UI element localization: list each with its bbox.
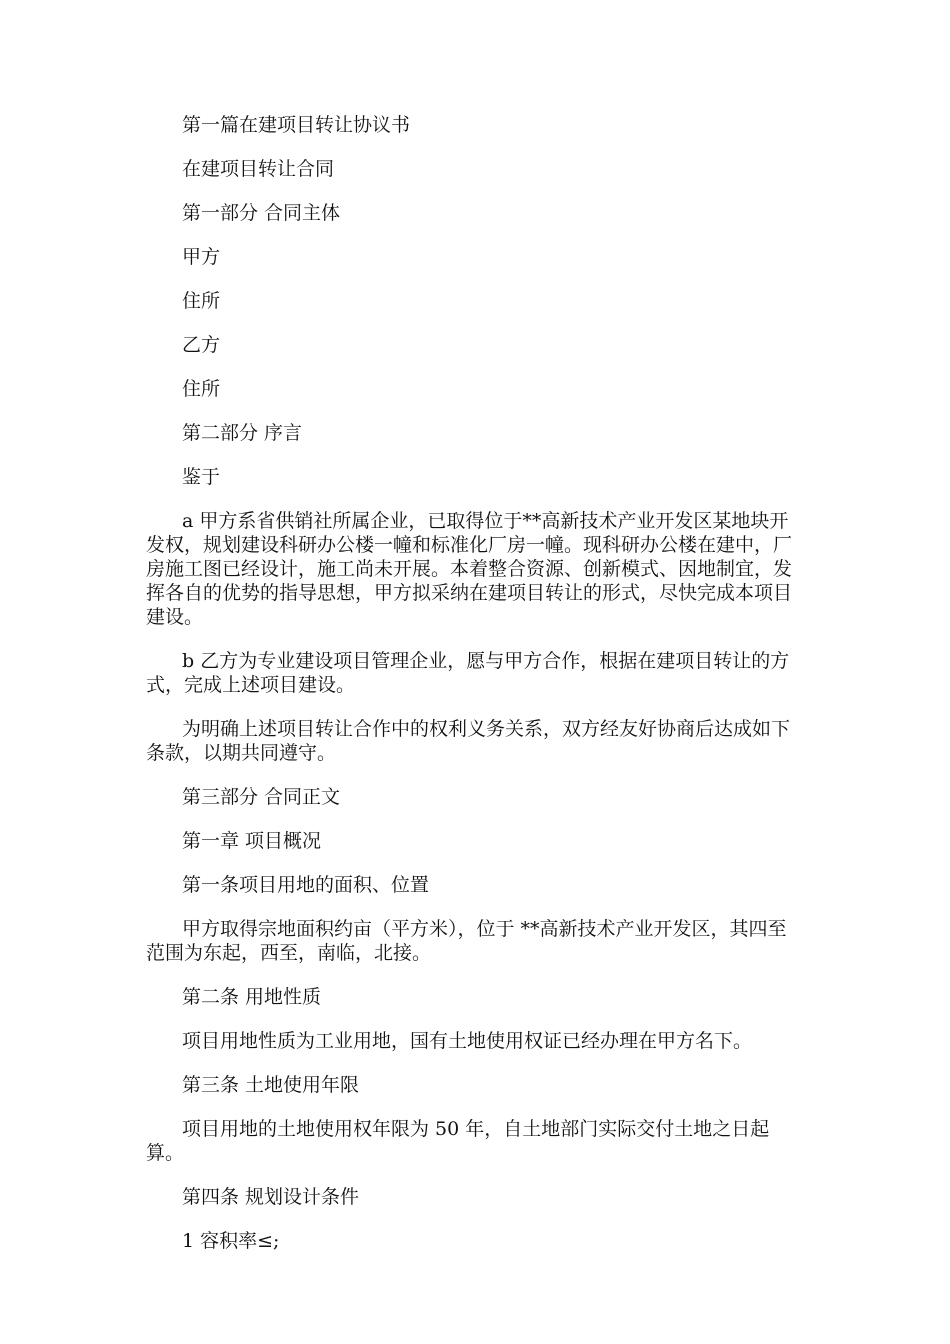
party-b-address-label: 住所 <box>182 378 221 400</box>
article-heading: 第四条 规划设计条件 <box>182 1186 360 1208</box>
document-title: 第一篇在建项目转让协议书 <box>182 114 411 136</box>
chapter-heading: 第一章 项目概况 <box>182 830 322 852</box>
article-heading: 第三条 土地使用年限 <box>182 1074 360 1096</box>
article-text: 甲方取得宗地面积约亩（平方米），位于 **高新技术产业开发区，其四至范围为东起，西至，南临，北接。 <box>146 918 787 964</box>
list-item: 1 容积率≤; <box>182 1230 280 1252</box>
party-a-address-label: 住所 <box>182 290 221 312</box>
recital-purpose: 为明确上述项目转让合作中的权利义务关系，双方经友好协商后达成如下条款，以期共同遵守。 <box>146 718 791 764</box>
section-heading: 第二部分 序言 <box>182 422 303 444</box>
party-a-label: 甲方 <box>182 246 221 268</box>
article-heading: 第二条 用地性质 <box>182 986 322 1008</box>
contract-title: 在建项目转让合同 <box>182 158 335 180</box>
recital-a: a 甲方系省供销社所属企业，已取得位于**高新技术产业开发区某地块开发权，规划建设科研办公楼一幢和标准化厂房一幢。现科研办公楼在建中，厂房施工图已经设计，施工尚未开展。本着整合资源、创新模式、因地制宜，发挥各自的优势的指导思想，甲方拟采纳在建项目转让的形式，尽快完成本项目建设。 <box>146 510 793 628</box>
article-heading: 第一条项目用地的面积、位置 <box>182 874 430 896</box>
section-heading: 第一部分 合同主体 <box>182 202 341 224</box>
party-b-label: 乙方 <box>182 334 221 356</box>
article-text: 项目用地的土地使用权年限为 50 年，自土地部门实际交付土地之日起算。 <box>146 1118 770 1164</box>
article-text: 项目用地性质为工业用地，国有土地使用权证已经办理在甲方名下。 <box>182 1030 753 1052</box>
section-heading: 第三部分 合同正文 <box>182 786 341 808</box>
whereas-label: 鉴于 <box>182 466 221 488</box>
document-body <box>146 113 804 1273</box>
recital-b: b 乙方为专业建设项目管理企业，愿与甲方合作，根据在建项目转让的方式，完成上述项目建设。 <box>146 650 790 696</box>
